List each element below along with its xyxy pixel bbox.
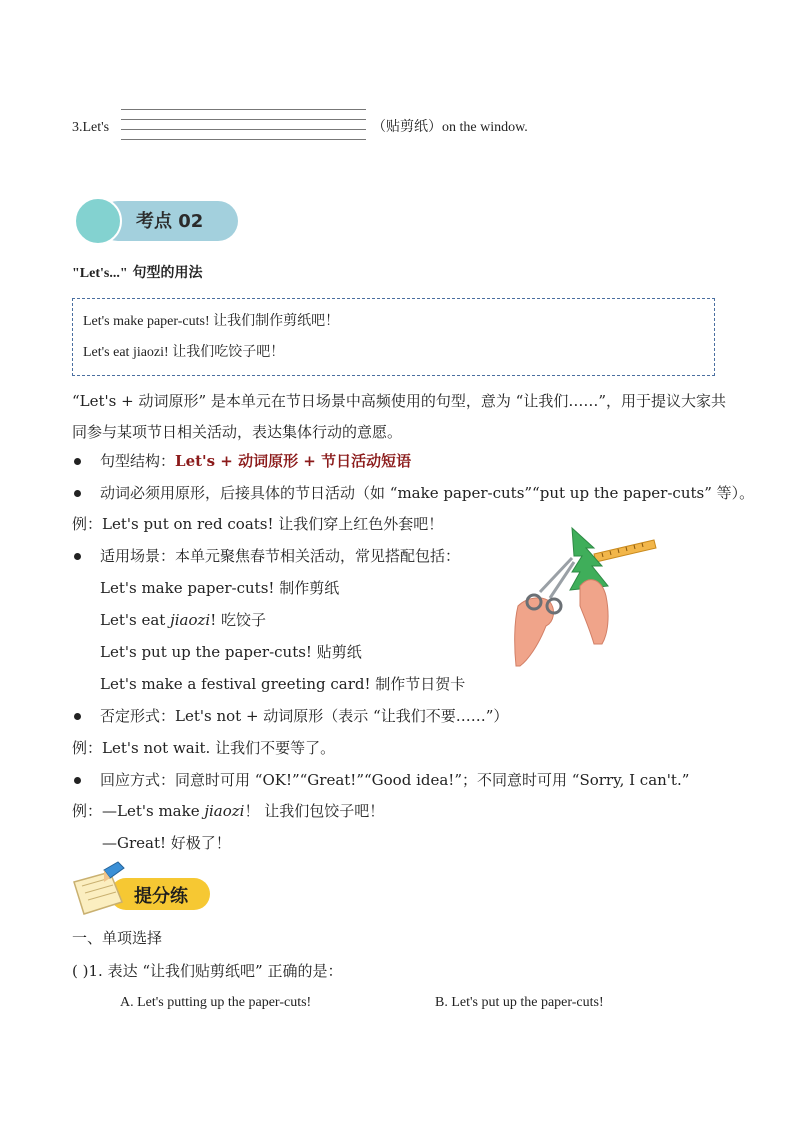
- scene-item: [100, 578, 339, 598]
- example-make: [72, 801, 384, 821]
- example-make-post: ！ 让我们包饺子吧！: [244, 802, 385, 820]
- example-coats: 例：Let's put on red coats! 让我们穿上红色外套吧！: [72, 515, 444, 533]
- response-form: 回应方式：同意时可用 “OK!”“Great!”“Good idea!”；不同意时可用 “Sorry, I can't.”: [100, 771, 690, 789]
- structure-formula: Let's + 动词原形 + 节日活动短语: [175, 452, 412, 470]
- q3-prefix: 3.Let's: [72, 120, 110, 135]
- negative-form: 否定形式：Let's not + 动词原形（表示 “让我们不要……”）: [100, 707, 509, 725]
- scene-text: Let's put up the paper-cuts! 贴剪纸: [100, 643, 362, 661]
- q3-suffix: （贴剪纸）on the window.: [372, 120, 528, 135]
- kaodian-badge: [74, 197, 240, 245]
- option-a[interactable]: A. Let's putting up the paper-cuts!: [120, 995, 312, 1010]
- scene-italic: jiaozi: [170, 611, 211, 629]
- subtitle-rest: 句型的用法: [127, 265, 203, 281]
- bullet-dot: [74, 458, 81, 465]
- example-great: —Great! 好极了！: [102, 834, 231, 852]
- verb-rule: 动词必须用原形，后接具体的节日活动（如 “make paper-cuts”“put up the paper-cuts” 等）。: [100, 484, 755, 502]
- answer-blank[interactable]: ( )1.: [72, 962, 103, 980]
- subtitle-quoted: "Let's...": [72, 266, 128, 281]
- example-make-italic: jiaozi: [204, 802, 245, 820]
- answer-lines[interactable]: [121, 109, 366, 143]
- scene-item: [100, 610, 266, 630]
- bullet-dot: [74, 777, 81, 784]
- paper-cutting-hands-illustration: [510, 526, 660, 671]
- example-make-pre: 例：—Let's make: [72, 802, 205, 820]
- badge-label: 考点 02: [136, 211, 204, 232]
- scene-intro: 适用场景：本单元聚焦春节相关活动，常见搭配包括：: [100, 547, 461, 565]
- example-box: [72, 298, 715, 376]
- section-heading: 一、单项选择: [72, 929, 163, 947]
- scene-text-post: ! 吃饺子: [210, 611, 266, 629]
- badge-circle-icon: [74, 197, 122, 245]
- tifen-badge: [70, 860, 215, 918]
- scene-item: [100, 674, 465, 694]
- scene-text: Let's make a festival greeting card! 制作节日贺卡: [100, 675, 466, 693]
- bullet-dot: [74, 553, 81, 560]
- example-line-1: Let's make paper-cuts! 让我们制作剪纸吧！: [83, 314, 340, 329]
- question-text: 表达 “让我们贴剪纸吧” 正确的是：: [107, 962, 343, 980]
- structure-line: [100, 451, 411, 471]
- intro-paragraph: “Let's + 动词原形” 是本单元在节日场景中高频使用的句型，意为 “让我们……”，用于提议大家共同参与某项节日相关活动，表达集体行动的意愿。: [72, 392, 727, 441]
- scene-text: Let's make paper-cuts! 制作剪纸: [100, 579, 340, 597]
- ruler-icon: [594, 540, 656, 562]
- structure-label: 句型结构：: [100, 452, 176, 470]
- right-hand-icon: [580, 580, 608, 644]
- question-1: [72, 961, 342, 981]
- bullet-dot: [74, 713, 81, 720]
- scene-item: [100, 642, 362, 662]
- bullet-dot: [74, 490, 81, 497]
- section-subtitle: [72, 263, 202, 284]
- option-b[interactable]: B. Let's put up the paper-cuts!: [435, 995, 604, 1010]
- example-line-2: Let's eat jiaozi! 让我们吃饺子吧！: [83, 345, 285, 360]
- notepad-pencil-icon: [70, 860, 136, 918]
- tifen-label: 提分练: [134, 886, 188, 907]
- example-wait: 例：Let's not wait. 让我们不要等了。: [72, 739, 336, 757]
- scene-text: Let's eat: [100, 611, 171, 629]
